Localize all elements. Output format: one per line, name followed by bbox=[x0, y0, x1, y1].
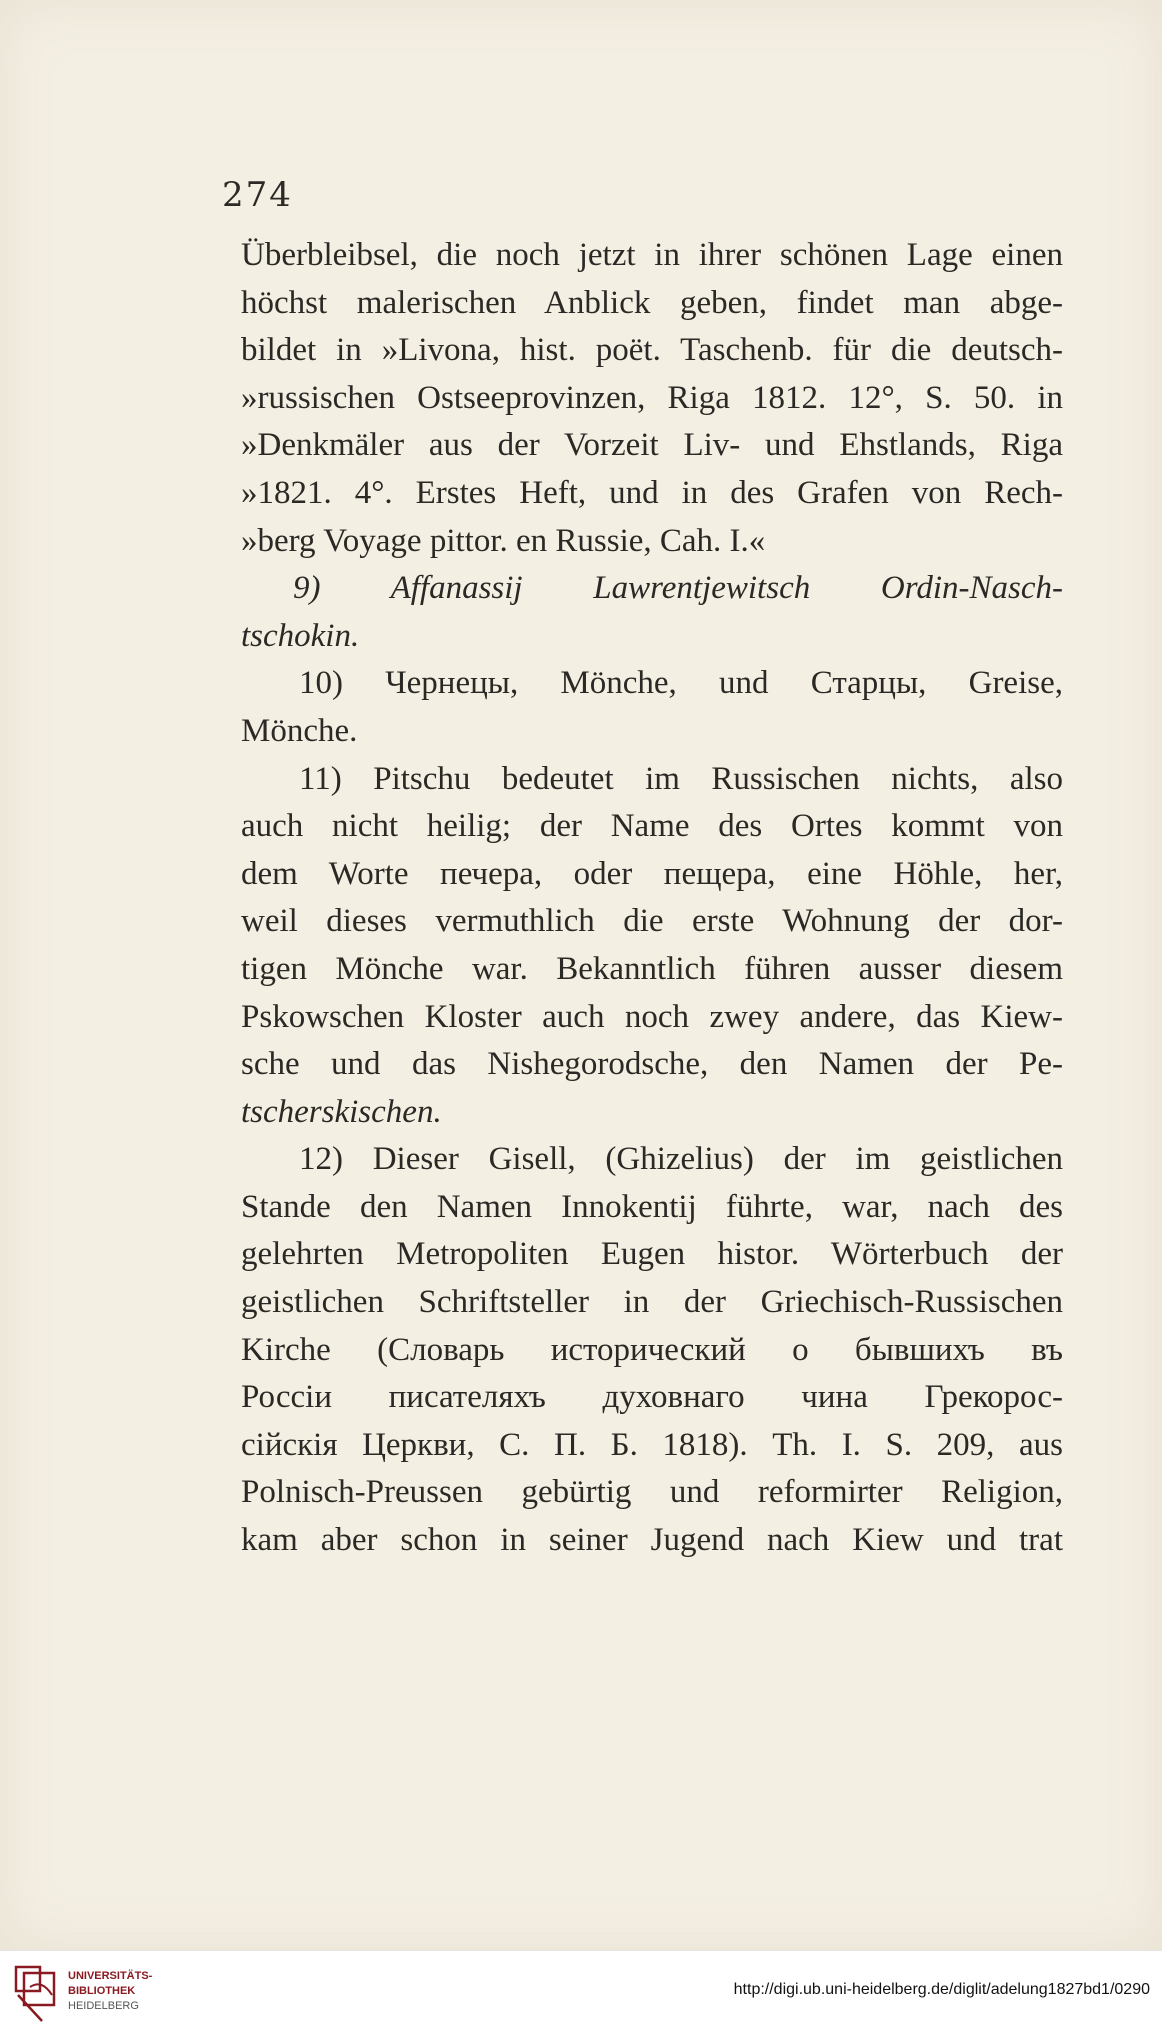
text-line: Kirche (Словарь исторический о бывшихъ въ bbox=[241, 1331, 1063, 1368]
text-line: »russischen Ostseeprovinzen, Riga 1812. 12°, S. 50. in bbox=[241, 379, 1063, 416]
text-line: Stande den Namen Innokentij führte, war, nach des bbox=[241, 1188, 1063, 1225]
footnote-9: 9) Affanassij Lawrentjewitsch Ordin-Nasch- bbox=[293, 570, 1063, 607]
text-line: »berg Voyage pittor. en Russie, Cah. I.« bbox=[241, 522, 766, 559]
text-line: »Denkmäler aus der Vorzeit Liv- und Ehstlands, Riga bbox=[241, 427, 1063, 464]
text-line: tschokin. bbox=[241, 617, 360, 654]
page-number: 274 bbox=[222, 175, 293, 215]
library-name-line2: BIBLIOTHEK bbox=[68, 1985, 136, 1997]
footnote-12: 12) Dieser Gisell, (Ghizelius) der im geistlichen bbox=[299, 1141, 1063, 1178]
text-line: kam aber schon in seiner Jugend nach Kiew und trat bbox=[241, 1522, 1063, 1559]
footnote-11: 11) Pitschu bedeutet im Russischen nichts, also bbox=[299, 760, 1063, 797]
text-line: сійскія Церкви, С. П. Б. 1818). Th. I. S. 209, aus bbox=[241, 1426, 1063, 1463]
text-line: weil dieses vermuthlich die erste Wohnung der dor- bbox=[241, 903, 1063, 940]
text-line: Polnisch-Preussen gebürtig und reformirter Religion, bbox=[241, 1474, 1063, 1511]
text-line: geistlichen Schriftsteller in der Griechisch-Russischen bbox=[241, 1284, 1063, 1321]
heidelberg-library-logo-icon bbox=[12, 1965, 58, 2023]
library-name bbox=[68, 1969, 152, 2014]
source-url[interactable]: http://digi.ub.uni-heidelberg.de/diglit/adelung1827bd1/0290 bbox=[733, 1981, 1150, 1998]
text-line: tscherskischen. bbox=[241, 1093, 442, 1130]
text-line: bildet in »Livona, hist. poët. Taschenb. für die deutsch- bbox=[241, 332, 1063, 369]
text-line: gelehrten Metropoliten Eugen histor. Wörterbuch der bbox=[241, 1236, 1063, 1273]
footer-bar bbox=[0, 1950, 1162, 2033]
library-name-line3: HEIDELBERG bbox=[68, 2000, 139, 2012]
text-line: »1821. 4°. Erstes Heft, und in des Grafen von Rech- bbox=[241, 474, 1063, 511]
text-line: Россіи писателяхъ духовнаго чина Грекорос- bbox=[241, 1379, 1063, 1416]
body-text bbox=[241, 232, 1063, 1565]
text-line: Pskowschen Kloster auch noch zwey andere, das Kiew- bbox=[241, 998, 1063, 1035]
text-line: Mönche. bbox=[241, 712, 358, 749]
text-line: Überbleibsel, die noch jetzt in ihrer schönen Lage einen bbox=[241, 237, 1063, 273]
text-line: höchst malerischen Anblick geben, findet man abge- bbox=[241, 284, 1063, 321]
footnote-10: 10) Чернецы, Mönche, und Старцы, Greise, bbox=[299, 665, 1063, 702]
library-name-line1: UNIVERSITÄTS- bbox=[68, 1970, 153, 1982]
text-line: dem Worte печера, oder пещера, eine Höhle, her, bbox=[241, 855, 1063, 892]
text-line: tigen Mönche war. Bekanntlich führen ausser diesem bbox=[241, 950, 1063, 987]
text-line: sche und das Nishegorodsche, den Namen der Pe- bbox=[241, 1046, 1063, 1083]
text-line: auch nicht heilig; der Name des Ortes kommt von bbox=[241, 808, 1063, 845]
